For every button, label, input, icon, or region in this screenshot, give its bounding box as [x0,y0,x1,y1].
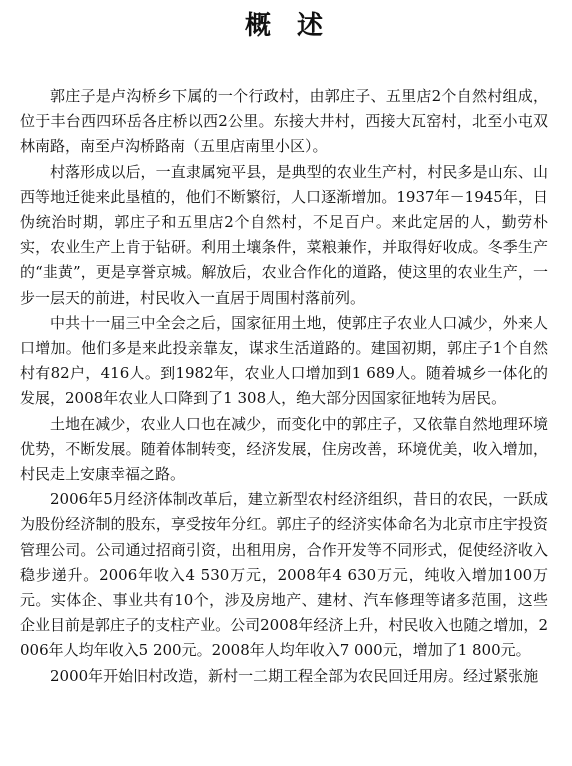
paragraph-location: 郭庄子是卢沟桥乡下属的一个行政村，由郭庄子、五里店2个自然村组成，位于丰台西四环岳各庄桥以西2公里。东接大井村，西接大瓦窑村，北至小屯双林南路，南至卢沟桥路南（五里店南里小区）。 [20,87,548,156]
paragraph-economy: 2006年5月经济体制改革后，建立新型农村经济组织，昔日的农民，一跃成为股份经济制的股东，享受按年分红。郭庄子的经济实体命名为北京市庄宇投资管理公司。公司通过招商引资，出租用房，合作开发等不同形式，促使经济收入稳步递升。2006年收入4 530万元，2008年4 630万元，纯收入增加100万元。实体企、事业共有10个，涉及房地产、建材、汽车修理等诸多范围，这些企业目前是郭庄子的支柱产业。公司2008年经济上升，村民收入也随之增加，2006年人均年收入5 200元。2008年人均年收入7 000元，增加了1 800元。 [20,490,548,660]
paragraph-history: 村落形成以后，一直隶属宛平县，是典型的农业生产村，村民多是山东、山西等地迁徙来此垦植的，他们不断繁衍，人口逐渐增加。1937年－1945年，日伪统治时期，郭庄子和五里店2个自然村，不足百户。来此定居的人，勤劳朴实，农业生产上肯于钻研。利用土壤条件，菜粮兼作，并取得好收成。冬季生产的“韭黄”，更是享誉京城。解放后，农业合作化的道路，使这里的农业生产，一步一层天的前进，村民收入一直居于周围村落前列。 [20,162,548,307]
paragraph-population: 中共十一届三中全会之后，国家征用土地，使郭庄子农业人口减少，外来人口增加。他们多是来此投亲靠友，谋求生活道路的。建国初期，郭庄子1个自然村有82户，416人。到1982年，农业人口增加到1 689人。随着城乡一体化的发展，2008年农业人口降到了1 308人，绝大部分因国家征地转为居民。 [20,313,548,408]
document-body [20,84,548,689]
paragraph-reconstruction: 2000年开始旧村改造，新村一二期工程全部为农民回迁用房。经过紧张施 [50,666,539,685]
page-title: 概述 [244,11,349,41]
paragraph-development: 土地在减少，农业人口也在减少，而变化中的郭庄子，又依靠自然地理环境优势，不断发展。随着体制转变，经济发展，住房改善，环境优美，收入增加，村民走上安康幸福之路。 [20,414,548,484]
